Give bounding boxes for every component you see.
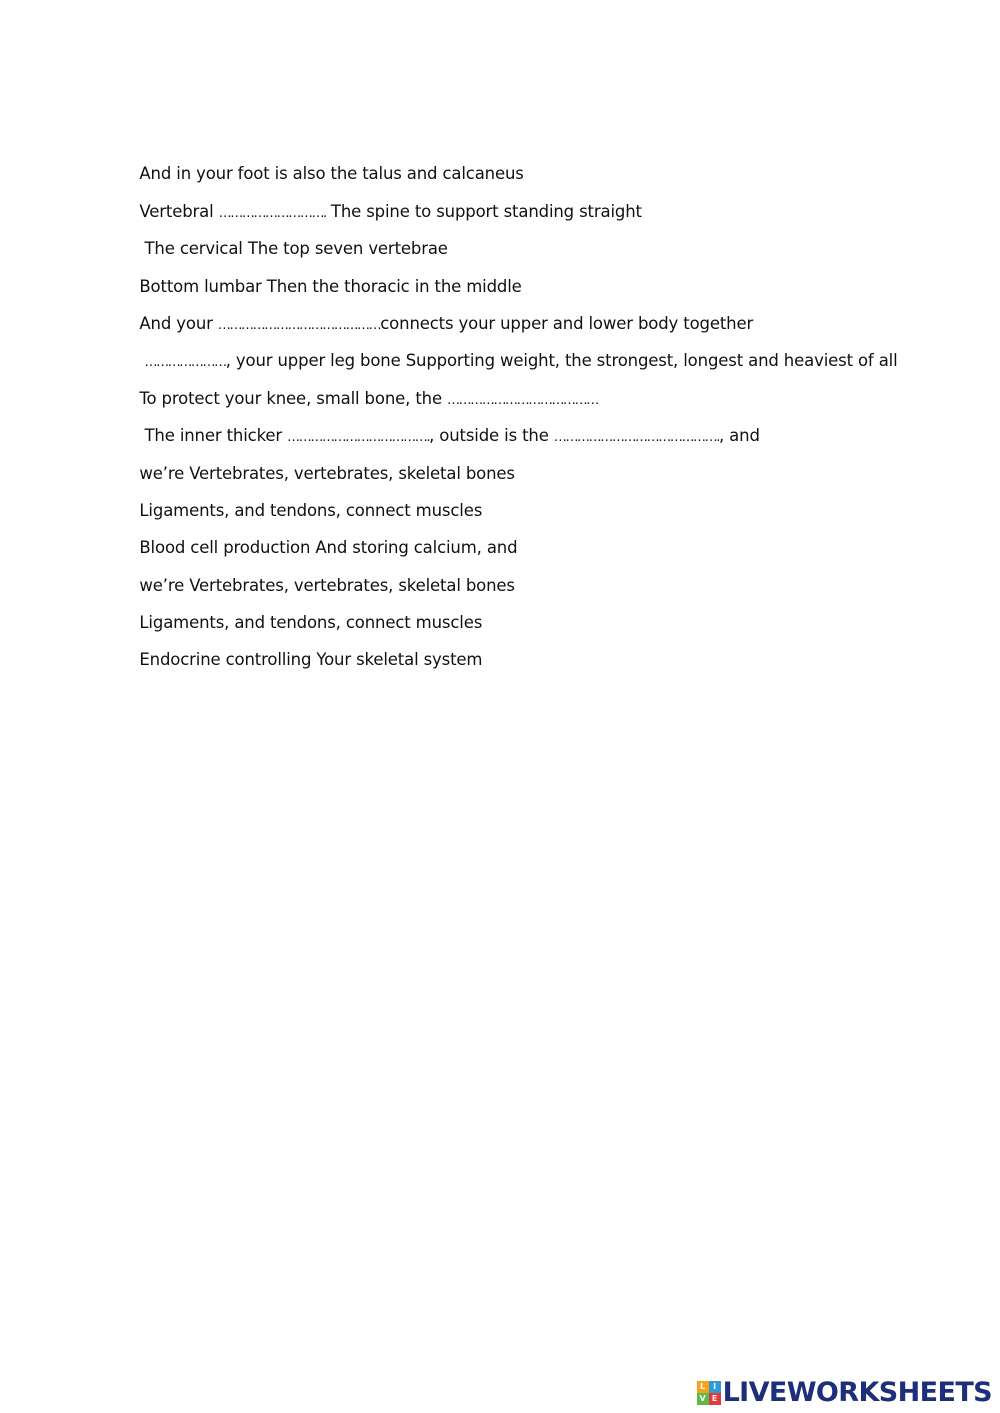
line-text: Ligaments, and tendons, connect muscles [139,613,483,633]
line-text: , outside is the [429,426,554,446]
worksheet-text [119,118,939,670]
line-text: Bottom lumbar Then the thoracic in the middle [139,276,522,296]
answer-blank[interactable]: ………………………………. [287,430,430,446]
liveworksheets-logo-icon [697,1381,721,1405]
answer-blank[interactable]: ……………………………………. [553,430,719,446]
answer-blank[interactable]: ………………………………… [447,392,598,408]
line-text: The cervical The top seven vertebrae [139,239,448,259]
line-text: Vertebral [139,201,219,221]
answer-blank[interactable]: ………………………. [218,205,326,221]
line-text: The inner thicker [139,426,288,446]
logo-tile: V [697,1393,709,1405]
line-text: , and [718,426,760,446]
line-text: we’re Vertebrates, vertebrates, skeletal bones [139,575,515,595]
line-text: Endocrine controlling Your skeletal system [139,650,483,670]
line-text: we’re Vertebrates, vertebrates, skeletal bones [139,463,515,483]
logo-tile: L [697,1381,709,1393]
line-text: The spine to support standing straight [325,201,642,221]
logo-tile: I [709,1381,721,1393]
answer-blank[interactable]: ………………… [144,355,226,371]
liveworksheets-brand [697,1379,992,1407]
answer-blank[interactable]: …………………………………… [217,317,381,333]
line-text: To protect your knee, small bone, the [139,388,448,408]
brand-name: LIVEWORKSHEETS [722,1377,992,1408]
line-text: Ligaments, and tendons, connect muscles [139,500,483,520]
lyric-line-1 [119,118,939,184]
line-text: Blood cell production And storing calcium, and [139,538,518,558]
logo-tile: E [709,1393,721,1405]
line-text: And your [139,313,218,333]
line-text: And in your foot is also the talus and calcaneus [139,164,524,184]
line-text: connects your upper and lower body together [380,313,754,333]
line-text: , your upper leg bone Supporting weight, the strongest, longest and heaviest of all [225,351,898,371]
